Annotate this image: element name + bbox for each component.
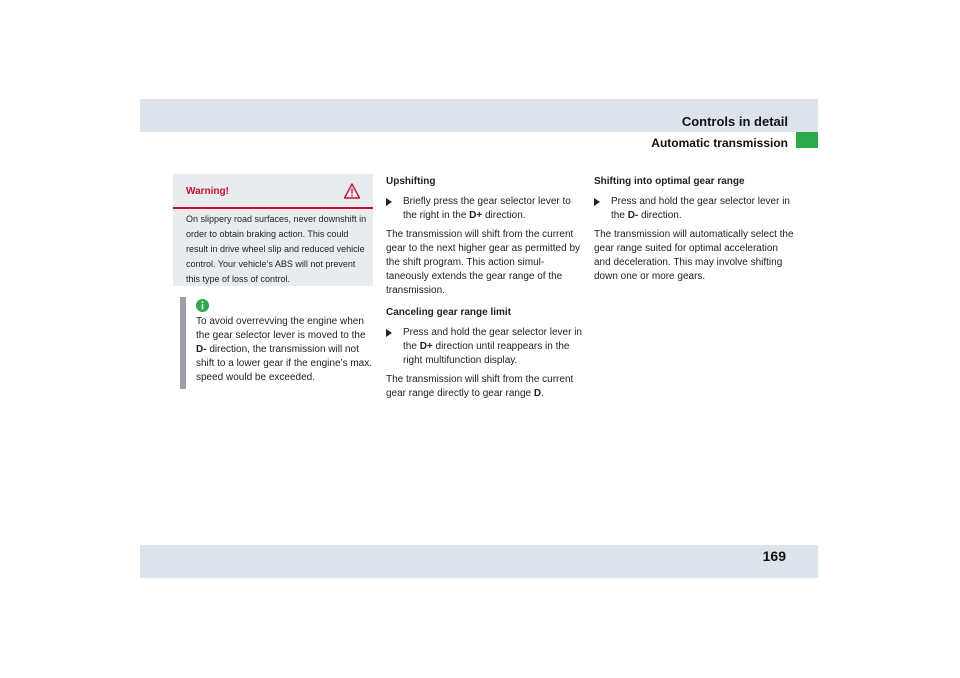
- footer-band: [140, 545, 818, 578]
- canceling-heading: Canceling gear range limit: [386, 307, 512, 318]
- section-title: Controls in detail: [681, 114, 788, 129]
- upshifting-heading: Upshifting: [386, 176, 436, 187]
- warning-triangle-icon: [343, 182, 361, 200]
- info-icon: [196, 299, 209, 312]
- upshifting-step: Briefly press the gear selector lever to the right in the D+ direction.: [386, 195, 586, 223]
- upshifting-paragraph: The transmission will shift from the current gear to the next higher gear as permitted by the shift program. This action simul-taneously extends the gear range of the transmission.: [386, 229, 581, 296]
- warning-title: Warning!: [186, 186, 229, 197]
- step-arrow-icon: [386, 198, 392, 206]
- optimal-heading: Shifting into optimal gear range: [594, 176, 745, 187]
- page-number: 169: [762, 548, 786, 564]
- section-tab-marker: [796, 132, 818, 148]
- info-side-bar: [180, 297, 186, 389]
- optimal-paragraph: The transmission will automatically select the gear range suited for optimal acceleration and deceleration. This may involve shifting down one or more gears.: [594, 229, 794, 282]
- step-arrow-icon: [386, 329, 392, 337]
- warning-divider: [173, 207, 373, 209]
- warning-text: On slippery road surfaces, never downshift in order to obtain braking action. This could result in drive wheel slip and reduced vehicle control. Your vehicle’s ABS will not prevent this type of loss of control.: [186, 214, 367, 284]
- step-arrow-icon: [594, 198, 600, 206]
- column-right: [594, 175, 794, 289]
- canceling-step: Press and hold the gear selector lever in the D+ direction until reappears in the right multifunction display.: [386, 326, 586, 368]
- warning-box: [173, 174, 373, 286]
- canceling-paragraph: The transmission will shift from the current gear range directly to gear range D.: [386, 374, 574, 399]
- column-middle: [386, 175, 586, 406]
- subsection-title: Automatic transmission: [651, 136, 788, 150]
- info-text: To avoid overrevving the engine when the gear selector lever is moved to the D- direction, the transmission will not shift to a lower gear if the engine’s max. speed would be exceeded.: [196, 316, 373, 383]
- info-box: [180, 297, 375, 389]
- optimal-step: Press and hold the gear selector lever in the D- direction.: [594, 195, 794, 223]
